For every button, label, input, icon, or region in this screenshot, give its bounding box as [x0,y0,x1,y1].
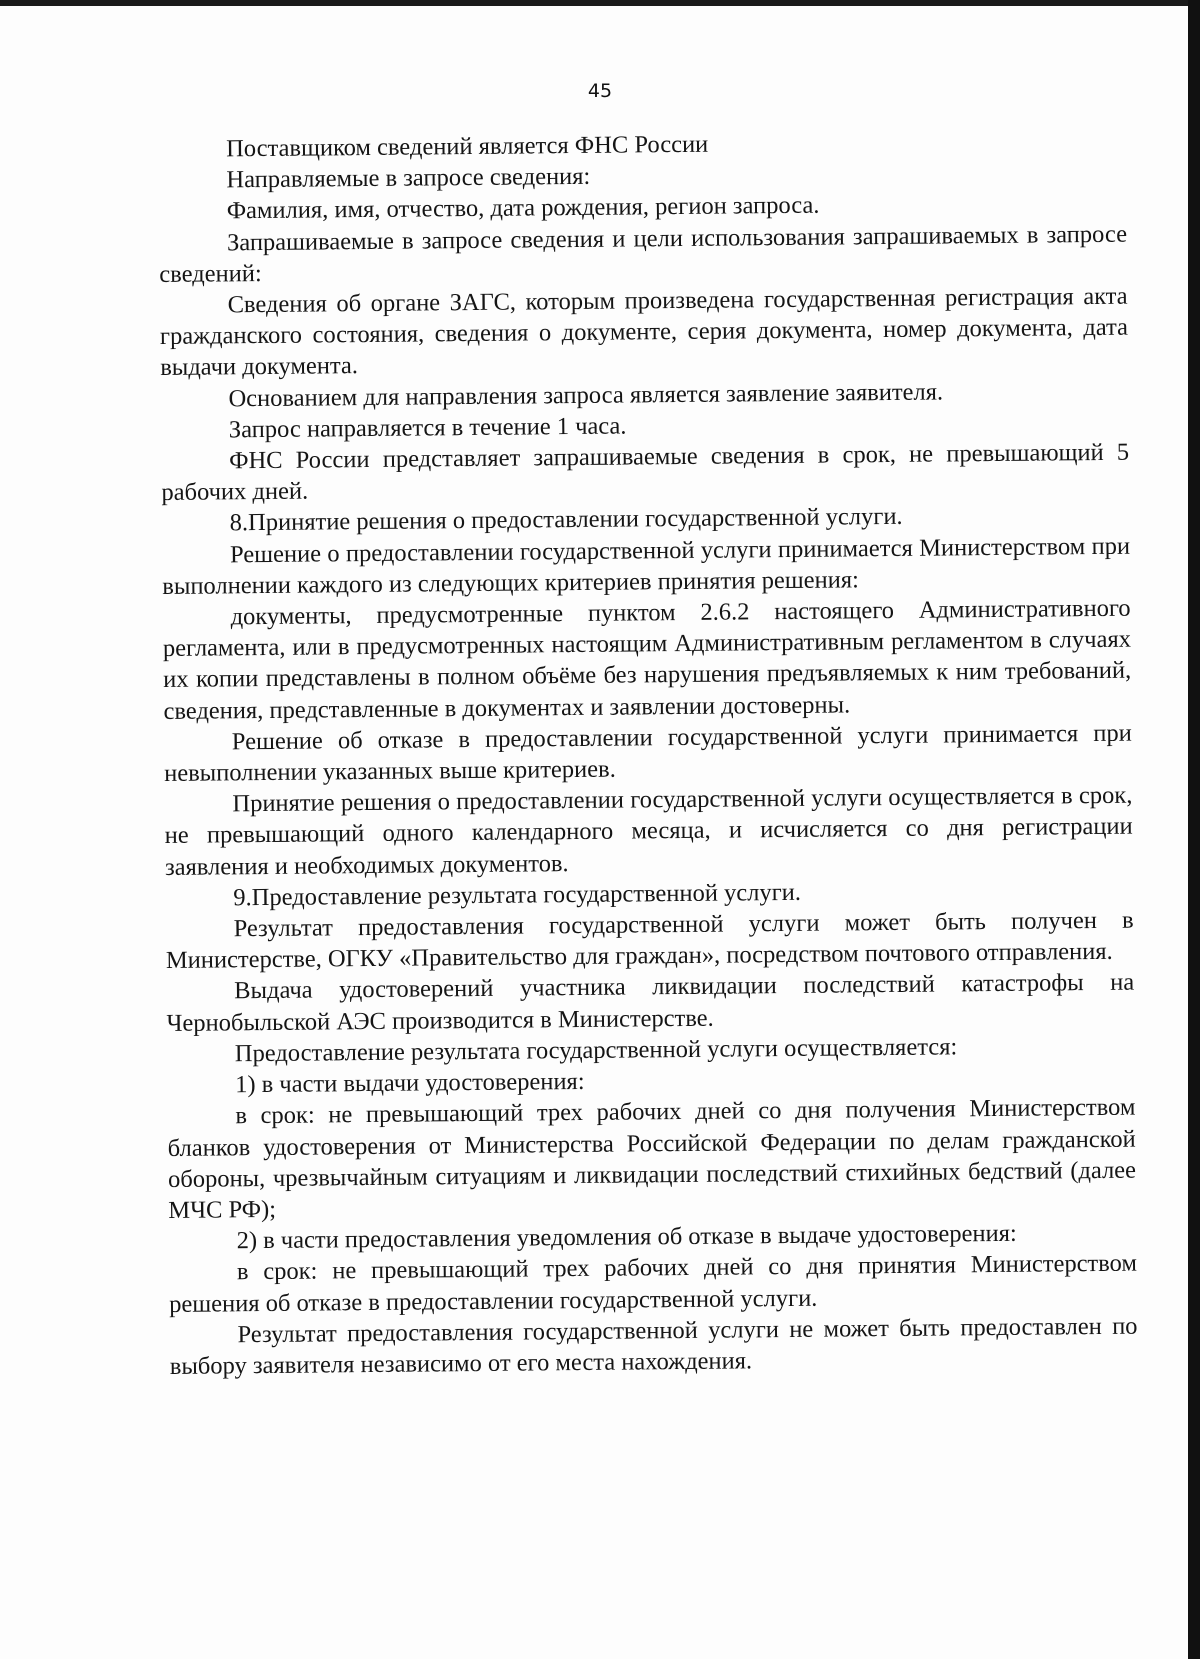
paragraph: Основанием для направления запроса является заявление заявителя. [228,378,944,412]
list-item: 1) в части выдачи удостоверения: [235,1068,585,1099]
paragraph: Направляемые в запросе сведения: [226,163,591,194]
paragraph: Предоставление результата государственной услуги осуществляется: [234,1033,958,1068]
paragraph: Решение об отказе в предоставлении государственной услуги принимается при невыполнении указанных выше критериев. [164,719,1132,788]
paragraph: Фамилия, имя, отчество, дата рождения, регион запроса. [226,192,820,225]
paragraph: Решение о предоставлении государственной услуги принимается Министерством при выполнении каждого из следующих критериев принятия решения: [162,532,1131,600]
paragraph: Принятие решения о предоставлении государственной услуги осуществляется в срок, не превышающий одного календарного месяца, и исчисляется со дня регистрации заявления и необходимых документов. [164,781,1133,881]
list-item: 2) в части предоставления уведомления об отказе в выдаче удостоверения: [236,1219,1017,1255]
paragraph: Поставщиком сведений является ФНС России [226,130,709,163]
section-heading: 9.Предоставление результата государственной услуги. [233,878,802,912]
section-heading: 8.Принятие решения о предоставлении государственной услуги. [229,503,903,537]
paragraph: ФНС России представляет запрашиваемые сведения в срок, не превышающий 5 рабочих дней. [161,438,1130,507]
document-body [158,125,1138,1382]
paragraph: документы, предусмотренные пунктом 2.6.2 настоящего Административного регламента, или в предусмотренных настоящим Административным регламентом в случаях их копии представлены в полном объёме без нарушения предъявляемых к ним требований, сведения, представленные в документах и заявлении достоверны. [162,594,1132,725]
paragraph: Запрос направляется в течение 1 часа. [228,412,627,444]
scan-top-edge [0,0,1200,6]
paragraph: Сведения об органе ЗАГС, которым произведена государственная регистрация акта гражданского состояния, сведения о документе, серия документа, номер документа, дата выдачи документа. [159,282,1129,382]
paragraph: Выдача удостоверений участника ликвидации последствий катастрофы на Чернобыльской АЭС производится в Министерстве. [166,969,1135,1037]
paragraph: Результат предоставления государственной услуги может быть получен в Министерстве, ОГКУ «Правительство для граждан», посредством почтового отправления. [165,906,1134,975]
paragraph: в срок: не превышающий трех рабочих дней со дня принятия Министерством решения об отказе в предоставлении государственной услуги. [169,1249,1138,1318]
paragraph: Запрашиваемые в запросе сведения и цели использования запрашиваемых в запросе сведений: [159,220,1128,288]
paragraph: в срок: не превышающий трех рабочих дней со дня получения Министерством бланков удостоверения от Министерства Российской Федерации по делам гражданской обороны, чрезвычайным ситуациям и ликвидации последствий стихийных бедствий (далее МЧС РФ); [167,1093,1137,1224]
scan-right-edge [1188,0,1200,1659]
page-number: 45 [587,80,613,102]
paragraph: Результат предоставления государственной услуги не может быть предоставлен по выбору заявителя независимо от его места нахождения. [169,1312,1138,1380]
